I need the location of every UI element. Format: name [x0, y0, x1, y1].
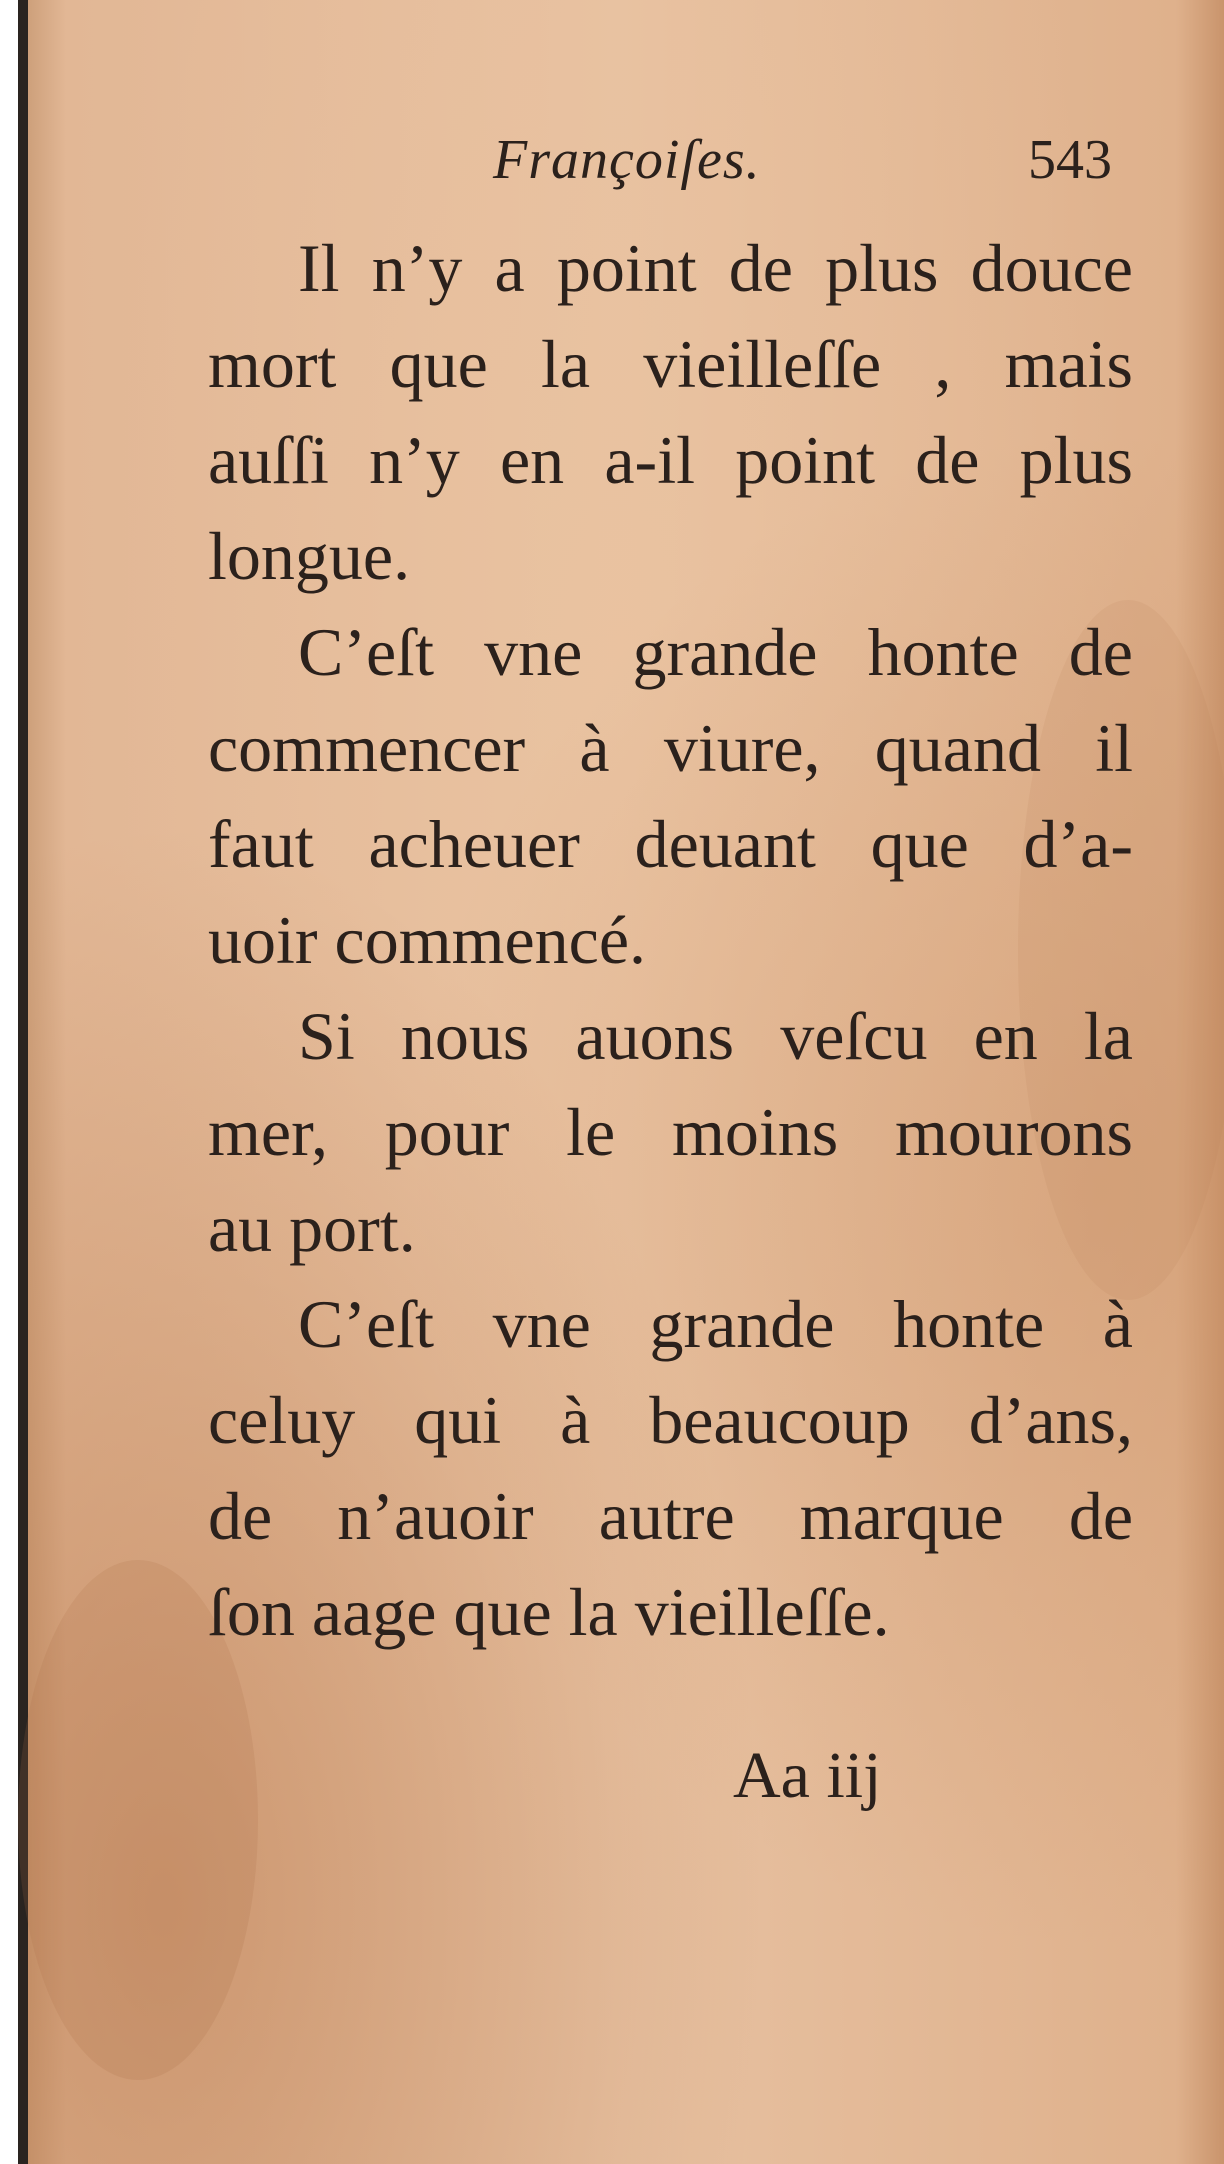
text-line: faut acheuer deuant que d’a- [208, 806, 1133, 882]
paragraph [208, 988, 1133, 1276]
page-number: 543 [1028, 129, 1112, 191]
text-line: de n’auoir autre marque de [208, 1478, 1133, 1554]
text-line: commencer à viure, quand il [208, 710, 1133, 786]
text-line: Il n’y a point de plus douce [298, 230, 1133, 306]
page-header [18, 128, 1224, 208]
running-head: Françoiſes. [493, 129, 761, 191]
text-line: C’eſt vne grande honte de [298, 614, 1133, 690]
text-line: ſon aage que la vieilleſſe. [208, 1574, 890, 1650]
text-line: auſſi n’y en a-il point de plus [208, 422, 1133, 498]
text-line: mort que la vieilleſſe , mais [208, 326, 1133, 402]
text-line: longue. [208, 518, 411, 594]
text-line: celuy qui à beaucoup d’ans, [208, 1382, 1133, 1458]
paragraph [208, 1276, 1133, 1660]
text-line: uoir commencé. [208, 902, 647, 978]
text-line: C’eſt vne grande honte à [298, 1286, 1133, 1362]
book-page [18, 0, 1224, 2164]
text-line: au port. [208, 1190, 416, 1266]
paragraph [208, 220, 1133, 604]
paragraph [208, 604, 1133, 988]
text-line: mer, pour le moins mourons [208, 1094, 1133, 1170]
text-line: Si nous auons veſcu en la [298, 998, 1133, 1074]
page-body [208, 220, 1133, 1660]
signature-mark: Aa iij [733, 1739, 882, 1812]
